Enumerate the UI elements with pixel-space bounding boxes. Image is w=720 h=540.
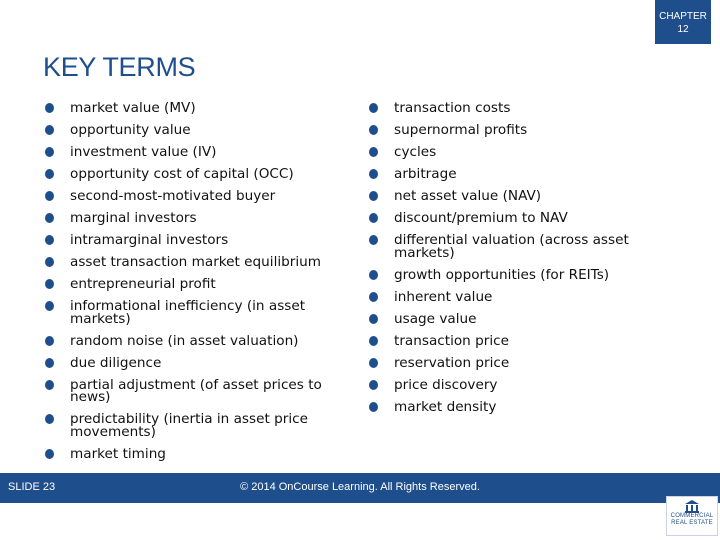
bullet-icon [45, 147, 54, 157]
bullet-icon [369, 358, 378, 368]
publisher-logo [666, 496, 718, 536]
term-text: price discovery [394, 376, 498, 393]
bullet-icon [369, 402, 378, 412]
bullet-icon [369, 292, 378, 302]
term-item [43, 332, 343, 349]
term-text: cycles [394, 144, 437, 160]
term-text: growth opportunities (for REITs) [394, 266, 610, 283]
term-text: market value (MV) [70, 100, 196, 116]
term-item [367, 376, 667, 393]
term-text: arbitrage [394, 166, 457, 182]
term-item [367, 310, 667, 327]
term-item [367, 332, 667, 349]
bullet-icon [45, 279, 54, 289]
bullet-icon [369, 380, 378, 390]
term-item [367, 398, 667, 415]
term-text: random noise (in asset valuation) [70, 332, 299, 349]
term-item [43, 234, 343, 247]
term-item [367, 212, 667, 225]
term-item [367, 354, 667, 371]
term-text: opportunity value [70, 122, 191, 138]
term-text: reservation price [394, 354, 510, 371]
term-text: transaction costs [394, 100, 511, 116]
term-text: second-most-motivated buyer [70, 188, 276, 204]
term-item [43, 354, 343, 371]
bullet-icon [369, 191, 378, 201]
bullet-icon [45, 213, 54, 223]
chapter-number: 12 [677, 24, 689, 35]
term-item [43, 102, 343, 115]
bullet-icon [369, 314, 378, 324]
term-text: entrepreneurial profit [70, 276, 216, 292]
term-text: asset transaction market equilibrium [70, 254, 321, 270]
bullet-icon [45, 191, 54, 201]
term-text: discount/premium to NAV [394, 210, 568, 226]
bullet-icon [369, 169, 378, 179]
bullet-icon [45, 301, 54, 311]
term-text: intramarginal investors [70, 232, 229, 248]
term-item [43, 190, 343, 203]
term-item [43, 300, 343, 325]
bullet-icon [45, 103, 54, 113]
term-item [367, 266, 667, 283]
term-text: inherent value [394, 288, 493, 305]
term-text: marginal investors [70, 210, 197, 226]
term-text: transaction price [394, 332, 509, 349]
bullet-icon [45, 380, 54, 390]
term-text: opportunity cost of capital (OCC) [70, 166, 294, 182]
logo-line-2: REAL ESTATE [671, 520, 713, 526]
term-text: net asset value (NAV) [394, 188, 542, 204]
chapter-label: CHAPTER [659, 11, 707, 22]
term-item [43, 256, 343, 269]
page-title: KEY TERMS [43, 52, 196, 82]
bullet-icon [45, 414, 54, 424]
term-text: informational inefficiency (in asset markets) [70, 298, 306, 327]
term-text: due diligence [70, 354, 162, 371]
bullet-icon [369, 336, 378, 346]
bullet-icon [369, 147, 378, 157]
chapter-tab [655, 0, 711, 44]
term-item [367, 124, 667, 137]
term-item [43, 146, 343, 159]
term-text: usage value [394, 310, 477, 327]
bullet-icon [45, 235, 54, 245]
term-item [43, 376, 343, 405]
term-text: predictability (inertia in asset price movements) [70, 411, 308, 440]
bullet-icon [369, 103, 378, 113]
term-item [367, 288, 667, 305]
term-item [367, 234, 667, 259]
term-item [43, 168, 343, 181]
copyright-notice: © 2014 OnCourse Learning. All Rights Reserved. [240, 481, 480, 493]
terms-list-left [43, 102, 343, 470]
term-text: supernormal profits [394, 122, 528, 138]
term-item [43, 124, 343, 137]
bullet-icon [45, 169, 54, 179]
term-text: investment value (IV) [70, 144, 217, 160]
term-text: partial adjustment (of asset prices to news) [70, 376, 322, 405]
bullet-icon [369, 235, 378, 245]
slide-number: SLIDE 23 [8, 481, 56, 493]
bullet-icon [45, 358, 54, 368]
term-item [43, 212, 343, 225]
term-item [43, 278, 343, 291]
term-text: differential valuation (across asset markets) [394, 232, 629, 261]
term-item [43, 445, 343, 462]
logo-line-1: COMMERCIAL [670, 513, 714, 519]
terms-list-right [367, 102, 667, 423]
bullet-icon [369, 125, 378, 135]
term-text: market density [394, 398, 497, 415]
bullet-icon [369, 270, 378, 280]
term-item [367, 146, 667, 159]
term-text: market timing [70, 445, 166, 462]
term-item [367, 102, 667, 115]
bullet-icon [45, 125, 54, 135]
bullet-icon [369, 213, 378, 223]
building-icon [684, 499, 700, 513]
bullet-icon [45, 449, 54, 459]
term-item [367, 190, 667, 203]
bullet-icon [45, 336, 54, 346]
term-item [43, 413, 343, 438]
bullet-icon [45, 257, 54, 267]
term-item [367, 168, 667, 181]
